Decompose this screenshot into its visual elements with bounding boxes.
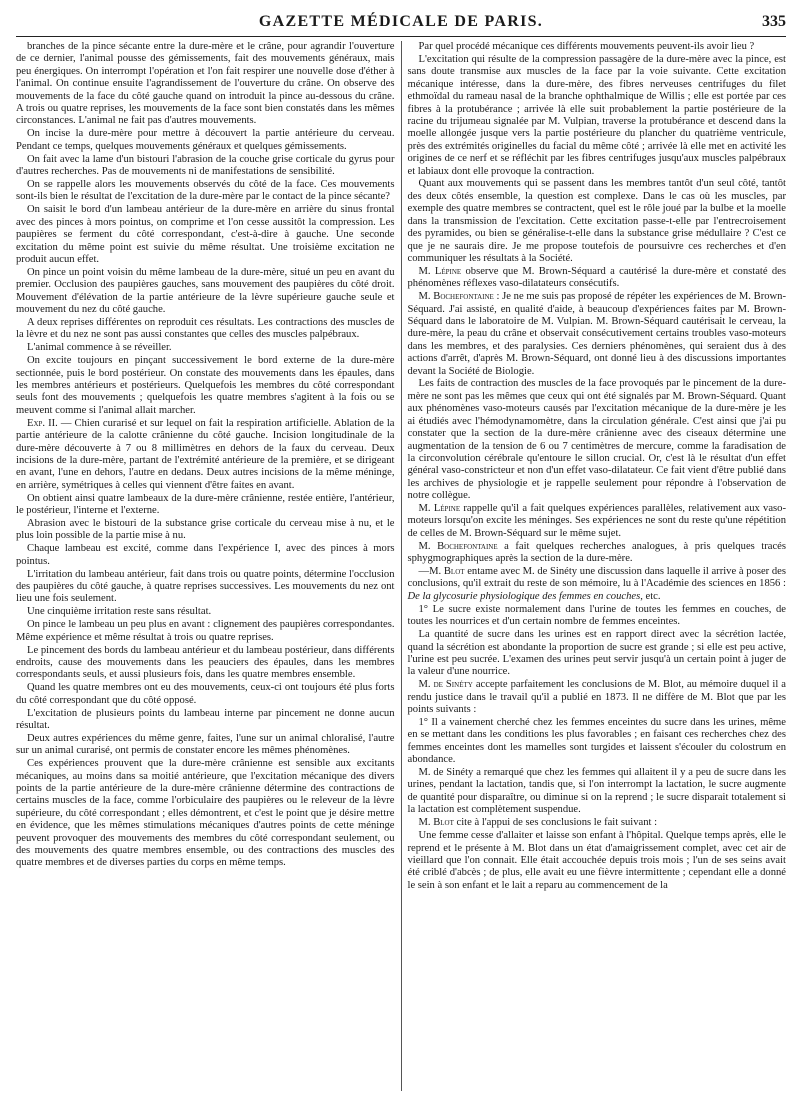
speaker-name: Exp. II. (27, 417, 58, 429)
paragraph-text: L'irritation du lambeau antérieur, fait dans trois ou quatre points, détermine l'occlusion des paupières du côté gauche, à quatre reprises successives. Les mouvements du nez ont lieu une fois seulement. (16, 568, 395, 605)
paragraph (16, 708, 395, 733)
paragraph-text: Une femme cesse d'allaiter et laisse son enfant à l'hôpital. Quelque temps après, elle le reprend et le présente à M. Blot dans un état d'amaigrissement complet, avec cet air de vieillard que l'on connait. Elle était accouchée depuis trois mois ; l'un de ses seins avait été criblé d'abcès ; de plus, elle avait eu une fièvre intermittente ; cependant elle a donné le sein à son enfant et le lait a reparu au commencement de la (407, 830, 786, 891)
paragraph-text: Abrasion avec le bistouri de la substance grise corticale du cerveau mise à nu, et le plus loin possible de la partie mise à nu. (16, 517, 395, 542)
paragraph (408, 178, 787, 265)
paragraph-text: Le pincement des bords du lambeau antérieur et du lambeau postérieur, dans différents endroits, cause des mouvements dans les peauciers des épaules, dans les membres correspondants seuls, et aussi plusieurs fois, dans les quatre membres ensemble. (16, 644, 395, 681)
paragraph (408, 604, 787, 629)
paragraph (16, 355, 395, 417)
speaker-name: M. Lépine (418, 265, 462, 277)
paragraph (16, 543, 395, 568)
paragraph (16, 418, 395, 492)
paragraph-text: On incise la dure-mère pour mettre à découvert la partie antérieure du cerveau. Pendant ce temps, quelques mouvements généraux et quelques gémissements. (16, 128, 395, 152)
speaker-name: M. Bochefontaine (418, 540, 498, 552)
right-column (402, 41, 787, 1091)
paragraph-text: 1° Il a vainement cherché chez les femmes enceintes du sucre dans les urines, même en se mettant dans les conditions les plus favorables ; en faisant ces recherches chez des femmes enceintes dont les mamelles sont turgides et laissent s'écouler du colostrum en abondance. (407, 716, 786, 766)
paragraph (16, 758, 395, 870)
left-column (16, 41, 402, 1091)
paragraph-text: On excite toujours en pinçant successivement le bord externe de la dure-mère sectionnée, puis le bord postérieur. On constate des mouvements dans les épaules, dans les membres antérieurs et postérieurs. Quelquefois les membres du côté correspondant seuls font des mouvements ; quelquefois les quatre membres s'agitent à la fois ou se meuvent comme si l'animal allait marcher. (16, 355, 395, 416)
paragraph-text: cite à l'appui de ses conclusions le fait suivant : (453, 817, 658, 829)
speaker-name: M. Blot (418, 817, 454, 829)
memoir-title: De la glycosurie physiologique des femmes en couches (407, 590, 641, 602)
paragraph-text: M. de Sinéty a remarqué que chez les femmes qui allaitent il y a peu de sucre dans les urines, pendant la lactation, tandis que, si l'on interrompt la lactation, le sucre augmente de quantité pour disparaître, ou diminue si on la reprend ; le sucre disparait totalement si la lactation est complètement suspendue. (407, 767, 786, 816)
paragraph (408, 566, 787, 603)
paragraph-text: Ces expériences prouvent que la dure-mère crânienne est sensible aux excitants mécaniques, au moins dans sa moitié antérieure, que l'excitation mécanique des divers points de la partie antérieure de la dure-mère crânienne détermine des contractions de certains muscles de la face, comme l'orbiculaire des paupières ou le releveur de la lèvre supérieure, du côté correspondant ; elles démontrent, et c'est le point que je désire mettre en évidence, que les mêmes stimulations mécaniques d'autres points de cette méninge peuvent provoquer des mouvements des membres du côté correspondant seulement, ou des mouvements des quatre membres ensemble, ou des contractions des muscles des quatre membres et de diverses parties du corps en même temps. (16, 758, 395, 869)
paragraph (16, 179, 395, 204)
paragraph-text: Quant aux mouvements qui se passent dans les membres tantôt d'un seul côté, tantôt des deux côtés ensemble, la question est complexe. Dans le cas où les muscles, par exemple des quatre membres se contractent, quel est le rôle joué par la bulbe et la moelle dans la transmission de l'excitation. Cette excitation passe-t-elle par l'entrecroisement des pyramides, ou bien se généralise-t-elle dans la substance grise médullaire ? C'est ce que je ne saurais dire. Je me propose toutefois de poursuivre ces recherches et d'en communiquer les résultats à la Société. (407, 178, 786, 264)
paragraph (16, 342, 395, 354)
paragraph (16, 645, 395, 682)
paragraph-text: A deux reprises différentes on reproduit ces résultats. Les contractions des muscles de la lèvre et du nez ne sont pas aussi constantes que celles des muscles palpébraux. (16, 316, 395, 341)
paragraph (408, 817, 787, 829)
paragraph-text: Quand les quatre membres ont eu des mouvements, ceux-ci ont toujours été plus forts du côté correspondant que du côté opposé. (16, 682, 395, 706)
paragraph-text: accepte parfaitement les conclusions de M. Blot, au mémoire duquel il a rendu justice dans le travail qu'il a publié en 1873. Il ne diffère de M. Blot que par les points suivants : (407, 679, 786, 716)
paragraph (16, 569, 395, 606)
paragraph (16, 128, 395, 153)
paragraph (408, 717, 787, 767)
paragraph (408, 41, 787, 53)
paragraph (408, 54, 787, 178)
paragraph (16, 41, 395, 128)
paragraph-text: L'excitation de plusieurs points du lambeau interne par pincement ne donne aucun résultat. (16, 707, 395, 731)
paragraph-text: On obtient ainsi quatre lambeaux de la dure-mère crânienne, restée entière, l'antérieur, le postérieur, l'interne et l'externe. (16, 492, 395, 517)
paragraph (408, 291, 787, 378)
paragraph-text: La quantité de sucre dans les urines est en rapport direct avec la sécrétion lactée, quand la sécrétion est abondante la proportion de sucre est grande ; si elle est peu active, l'urine est peu sucrée. L'examen des urines peut servir jusqu'à un certain point à juger de la valeur d'une nourrice. (407, 629, 786, 678)
paragraph-text: On fait avec la lame d'un bistouri l'abrasion de la couche grise corticale du gyrus pour d'autres recherches. Pas de mouvements ni de manifestations de sensibilité. (16, 153, 395, 178)
paragraph-text: : Je ne me suis pas proposé de répéter les expériences de M. Brown-Séquard. J'ai assisté, en qualité d'aide, à beaucoup d'expériences faites par M. Brown-Séquard dans le laboratoire de M. Vulpian. M. Brown-Séquard cautérisait le cerveau, la dure-mère, la peau du crâne et observait consécutivement certains troubles vaso-moteurs dans les membres, et des paralysies. Ces derniers phénomènes, qui seraient dus à des actions d'arrêt, d'après M. Brown-Séquard, ont donné lieu à des discussions importantes devant la Société de Biologie. (407, 291, 786, 377)
paragraph-text: — Chien curarisé et sur lequel on fait la respiration artificielle. Ablation de la partie antérieure de la calotte crânienne du côté gauche. Incision longitudinale de la dure-mère découverte à 7 ou 8 millimètres en dehors de la faux du cerveau. Deux incisions de la dure-mère, partant de l'extrémité antérieure de la première, et se dirigeant en avant, l'une en dehors, l'autre en dedans. Deux autres incisions de la même méninge, en arrière, symétriques à celles qui viennent d'être faites en avant. (16, 417, 395, 491)
paragraph-text: L'animal commence à se réveiller. (27, 342, 172, 354)
speaker-name: M. Bochefontaine (418, 291, 494, 303)
paragraph-text: 1° Le sucre existe normalement dans l'urine de toutes les femmes en couches, de toutes les nourrices et d'un certain nombre de femmes enceintes. (407, 603, 786, 628)
paragraph-text: On pince le lambeau un peu plus en avant : clignement des paupières correspondantes. Même expérience et même résultat à trois ou quatre reprises. (16, 619, 395, 643)
paragraph-text: Chaque lambeau est excité, comme dans l'expérience I, avec des pinces à mors pointus. (16, 543, 395, 567)
paragraph-text: rappelle qu'il a fait quelques expériences parallèles, relativement aux vaso-moteurs lorsqu'on excite les méninges. Ses expériences ne sont du reste qu'une répétition de celles de M. Brown-Séquard sur le même sujet. (407, 503, 786, 539)
paragraph (16, 154, 395, 179)
paragraph-text: Les faits de contraction des muscles de la face provoqués par le pincement de la dure-mère ne sont pas les mêmes que ceux qui ont été signalés par M. Brown-Séquard. Quant aux phénomènes vaso-moteurs causés par l'excitation mécanique de la dure-mère je les ai étudiés avec l'hémodynamomètre, dans la circulation générale. C'est ainsi que j'ai pu constater que la section de la dure-mère crânienne avec des ciseaux détermine une augmentation de la tension de 6 ou 7 centimètres de mercure, comme la faradisation de la circonvolution cérébrale qu'entoure le sillon crucial. Or, c'est là le résultat d'un effet général vaso-constricteur et non d'un effet vaso-dilatateur. Ce fait vient d'être publié dans les archives de physiologie et je rappelle seulement pour répondre à l'observation de notre collègue. (407, 378, 786, 502)
speaker-name: M. de Sinéty (418, 679, 473, 691)
paragraph-text: Deux autres expériences du même genre, faites, l'une sur un animal chloralisé, l'autre sur un animal curarisé, ont permis de constater encore les mêmes phénomènes. (16, 732, 395, 757)
paragraph (408, 767, 787, 817)
paragraph (16, 317, 395, 342)
paragraph (16, 682, 395, 707)
paragraph (16, 518, 395, 543)
paragraph (408, 503, 787, 540)
paragraph (408, 378, 787, 502)
speaker-name: —M. Blot (418, 566, 465, 578)
paragraph-tail: , etc. (640, 590, 661, 602)
paragraph (16, 204, 395, 266)
paragraph-text: On se rappelle alors les mouvements observés du côté de la face. Ces mouvements sont-ils bien le résultat de l'excitation de la dure-mère par le contact de la pince sécante? (16, 178, 395, 203)
text-columns (16, 41, 786, 1091)
paragraph-text: Par quel procédé mécanique ces différents mouvements peuvent-ils avoir lieu ? (418, 41, 755, 52)
paragraph (16, 619, 395, 644)
paragraph (408, 629, 787, 679)
paragraph-text: entame avec M. de Sinéty une discussion dans laquelle il arrive à poser des conclusions, qu'il extrait du reste de son mémoire, lu à l'Académie des sciences en 1856 : (407, 566, 786, 590)
paragraph (16, 606, 395, 618)
paragraph (408, 266, 787, 291)
paragraph-text: On saisit le bord d'un lambeau antérieur de la dure-mère en arrière du sinus frontal avec des pinces à mors pointus, on comprime et l'on cesse aussitôt la compression. Les paupières se ferment du côté correspondant, c'est-à-dire à gauche. Une seconde excitation du même point est suivie du même résultat. Une troisième excitation ne produit aucun effet. (16, 204, 395, 265)
paragraph-text: branches de la pince sécante entre la dure-mère et le crâne, pour agrandir l'ouverture de ce dernier, l'animal pousse des gémissements, fait des mouvements généraux, mais peu énergiques. On interrompt l'opération et l'on fait respirer une nouvelle dose d'éther à l'animal. On continue ensuite l'agrandissement de l'ouverture du crâne. On observe des mouvements de la face du côté gauche quand on introduit la pince au-dessous du crâne. A trois ou quatre reprises, les mouvements de la face sont bien constatés dans les mêmes circonstances. L'animal ne fait pas d'autres mouvements. (16, 41, 395, 127)
paragraph-text: observe que M. Brown-Séquard a cautérisé la dure-mère et constaté des phénomènes réflexes vaso-dilatateurs consécutifs. (407, 265, 786, 290)
paragraph (408, 830, 787, 892)
paragraph (16, 267, 395, 317)
paragraph (16, 733, 395, 758)
page-number: 335 (762, 13, 786, 30)
paragraph-text: Une cinquième irritation reste sans résultat. (27, 606, 212, 618)
paragraph-text: L'excitation qui résulte de la compression passagère de la dure-mère avec la pince, est sans doute transmise aux muscles de la face par la voie suivante. Cette excitation mécanique intéresse, dans la dure-mère, des fibres nerveuses centrifuges du filet ethmoïdal du rameau nasal de la branche ophthalmique de Willis ; elle est portée par ces fibres à la protubérance ; arrivée là elle suit probablement la partie postérieure de la racine du trijumeau signalée par M. Vulpian, traverse la protubérance et descend dans la moelle allongée jusque vers la partie postérieure du plancher du quatrième ventricule, près des extrémités originelles du facial du même côté ; arrivée là elle met en activité les origines de ce nerf et se réfléchit par les fibres centrifuges jusqu'aux muscles palpébraux et labiaux dont elle provoque la contraction. (407, 53, 786, 177)
paragraph (16, 493, 395, 518)
page-header (16, 10, 786, 37)
paragraph (408, 541, 787, 566)
paragraph-text: a fait quelques recherches analogues, à pris quelques tracés sphygmographiques après la section de la dure-mère. (407, 540, 786, 565)
speaker-name: M. Lépine (418, 503, 461, 515)
journal-title: GAZETTE MÉDICALE DE PARIS. (258, 13, 544, 30)
paragraph-text: On pince un point voisin du même lambeau de la dure-mère, situé un peu en avant du premier. Occlusion des paupières gauches, sans mouvement des paupières du côté droit. Mouvement d'élévation de la partie antérieure de la lèvre supérieure gauche seule et mouvement du nez du côté gauche. (16, 266, 395, 316)
paragraph (408, 679, 787, 716)
